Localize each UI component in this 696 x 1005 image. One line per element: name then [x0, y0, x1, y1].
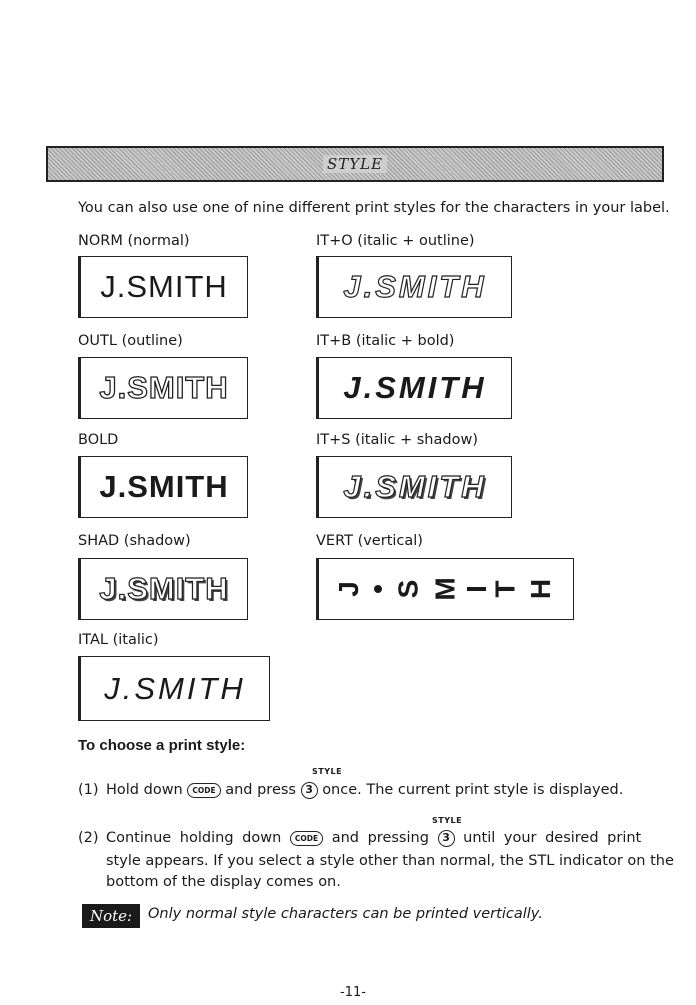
step-1	[0, 779, 696, 803]
key-3-icon: 3	[438, 830, 455, 847]
sample-norm	[78, 256, 248, 318]
sample-ito	[316, 256, 512, 318]
sample-vert	[316, 558, 574, 620]
sample-text-its: J.SMITH	[343, 469, 487, 504]
page-number: -11-	[340, 985, 366, 1000]
vertical-char: H	[524, 578, 556, 600]
style-label-its: IT+S (italic + shadow)	[316, 432, 478, 448]
vertical-char: M	[429, 577, 461, 601]
sample-text-ital: J.SMITH	[104, 670, 246, 706]
code-key-icon: CODE	[290, 831, 323, 846]
vertical-char: T	[489, 580, 521, 598]
sample-text-itb: J.SMITH	[343, 370, 487, 405]
step-2-part-a: Continue holding down	[106, 830, 282, 846]
sample-its	[316, 456, 512, 518]
vertical-char: J	[332, 581, 364, 597]
style-label-shad: SHAD (shadow)	[78, 533, 191, 549]
section-title: STYLE	[323, 155, 387, 173]
sample-text-bold: J.SMITH	[99, 469, 229, 504]
sample-shad	[78, 558, 248, 620]
code-key-icon: CODE	[187, 783, 220, 798]
style-label-vert: VERT (vertical)	[316, 533, 423, 549]
step-2	[0, 827, 696, 897]
style-label-norm: NORM (normal)	[78, 233, 190, 249]
sample-text-ito: J.SMITH	[343, 269, 487, 304]
step-1-part-a: Hold down	[106, 782, 183, 798]
instructions-heading: To choose a print style:	[78, 737, 246, 754]
note-badge: Note:	[82, 904, 140, 928]
style-label-ito: IT+O (italic + outline)	[316, 233, 475, 249]
step-2-number: (2)	[78, 830, 99, 846]
sample-text-norm: J.SMITH	[100, 269, 228, 304]
vertical-char: •	[361, 584, 393, 594]
step-1-part-c: once. The current print style is displayed.	[322, 782, 624, 798]
key-3-icon: 3	[301, 782, 318, 799]
step-2-line-2: style appears. If you select a style other than normal, the STL indicator on the	[106, 853, 674, 869]
style-label-ital: ITAL (italic)	[78, 632, 159, 648]
step-1-part-b: and press	[225, 782, 296, 798]
intro-text: You can also use one of nine different print styles for the characters in your label.	[78, 200, 670, 216]
style-key-label-1: STYLE	[312, 767, 343, 776]
note-text: Only normal style characters can be printed vertically.	[148, 906, 543, 922]
sample-bold	[78, 456, 248, 518]
style-label-bold: BOLD	[78, 432, 119, 448]
vertical-text	[319, 573, 573, 605]
vertical-char: S	[392, 579, 424, 599]
section-banner	[46, 146, 664, 182]
sample-outl	[78, 357, 248, 419]
sample-ital	[78, 656, 270, 721]
style-key-label-2: STYLE	[432, 816, 463, 825]
step-2-part-b: and pressing	[331, 830, 429, 846]
step-2-part-c: until your desired print	[463, 830, 642, 846]
sample-text-shad: J.SMITH	[99, 571, 229, 606]
step-2-line-1	[106, 827, 641, 849]
step-2-line-3: bottom of the display comes on.	[106, 874, 341, 890]
vertical-char: I	[461, 585, 493, 593]
step-1-text	[106, 779, 623, 801]
style-label-itb: IT+B (italic + bold)	[316, 333, 455, 349]
sample-text-outl: J.SMITH	[99, 370, 229, 405]
style-label-outl: OUTL (outline)	[78, 333, 183, 349]
step-1-number: (1)	[78, 782, 99, 798]
sample-itb	[316, 357, 512, 419]
